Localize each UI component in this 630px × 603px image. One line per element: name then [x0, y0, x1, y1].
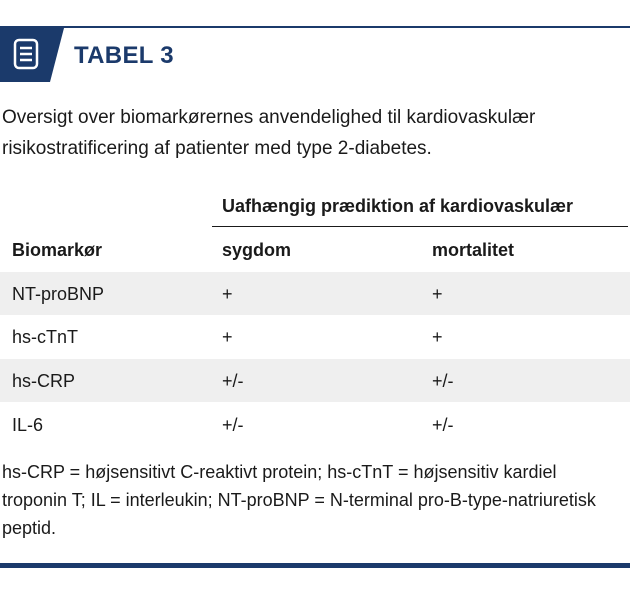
column-header-sygdom: sygdom: [222, 240, 292, 260]
table-footnote: hs-CRP = højsensitivt C-reaktivt protein; hs-cTnT = højsensitiv kardiel troponin T; IL = interleukin; NT-proBNP = N-terminal pro-B-type-natriuretisk peptid.: [2, 462, 596, 538]
cell-biomarker: hs-CRP: [12, 371, 76, 391]
cell-sygdom: +/-: [222, 371, 244, 391]
cell-sygdom: +/-: [222, 415, 244, 435]
cell-biomarker: hs-cTnT: [12, 327, 79, 347]
table-row: [0, 272, 630, 315]
bottom-rule: [0, 563, 630, 568]
cell-mortalitet: +/-: [432, 371, 454, 391]
table-caption: Oversigt over biomarkørernes anvendelighed til kardiovaskulær risikostratificering af patienter med type 2-diabetes.: [2, 107, 536, 159]
cell-sygdom: +: [222, 284, 233, 304]
top-rule: [0, 26, 630, 28]
cell-sygdom: +: [222, 327, 233, 347]
table-row: [0, 315, 630, 358]
group-header: Uafhængig prædiktion af kardiovaskulær: [222, 196, 574, 216]
column-header-mortalitet: mortalitet: [432, 240, 515, 260]
group-header-rule: [212, 226, 628, 227]
table-row: [0, 359, 630, 402]
cell-mortalitet: +/-: [432, 415, 454, 435]
cell-biomarker: NT-proBNP: [12, 284, 105, 304]
column-header-biomarker: Biomarkør: [12, 240, 103, 260]
cell-mortalitet: +: [432, 284, 443, 304]
table-badge: [0, 28, 64, 82]
cell-biomarker: IL-6: [12, 415, 44, 435]
table-row: [0, 403, 630, 446]
cell-mortalitet: +: [432, 327, 443, 347]
table-title: TABEL 3: [74, 42, 174, 69]
